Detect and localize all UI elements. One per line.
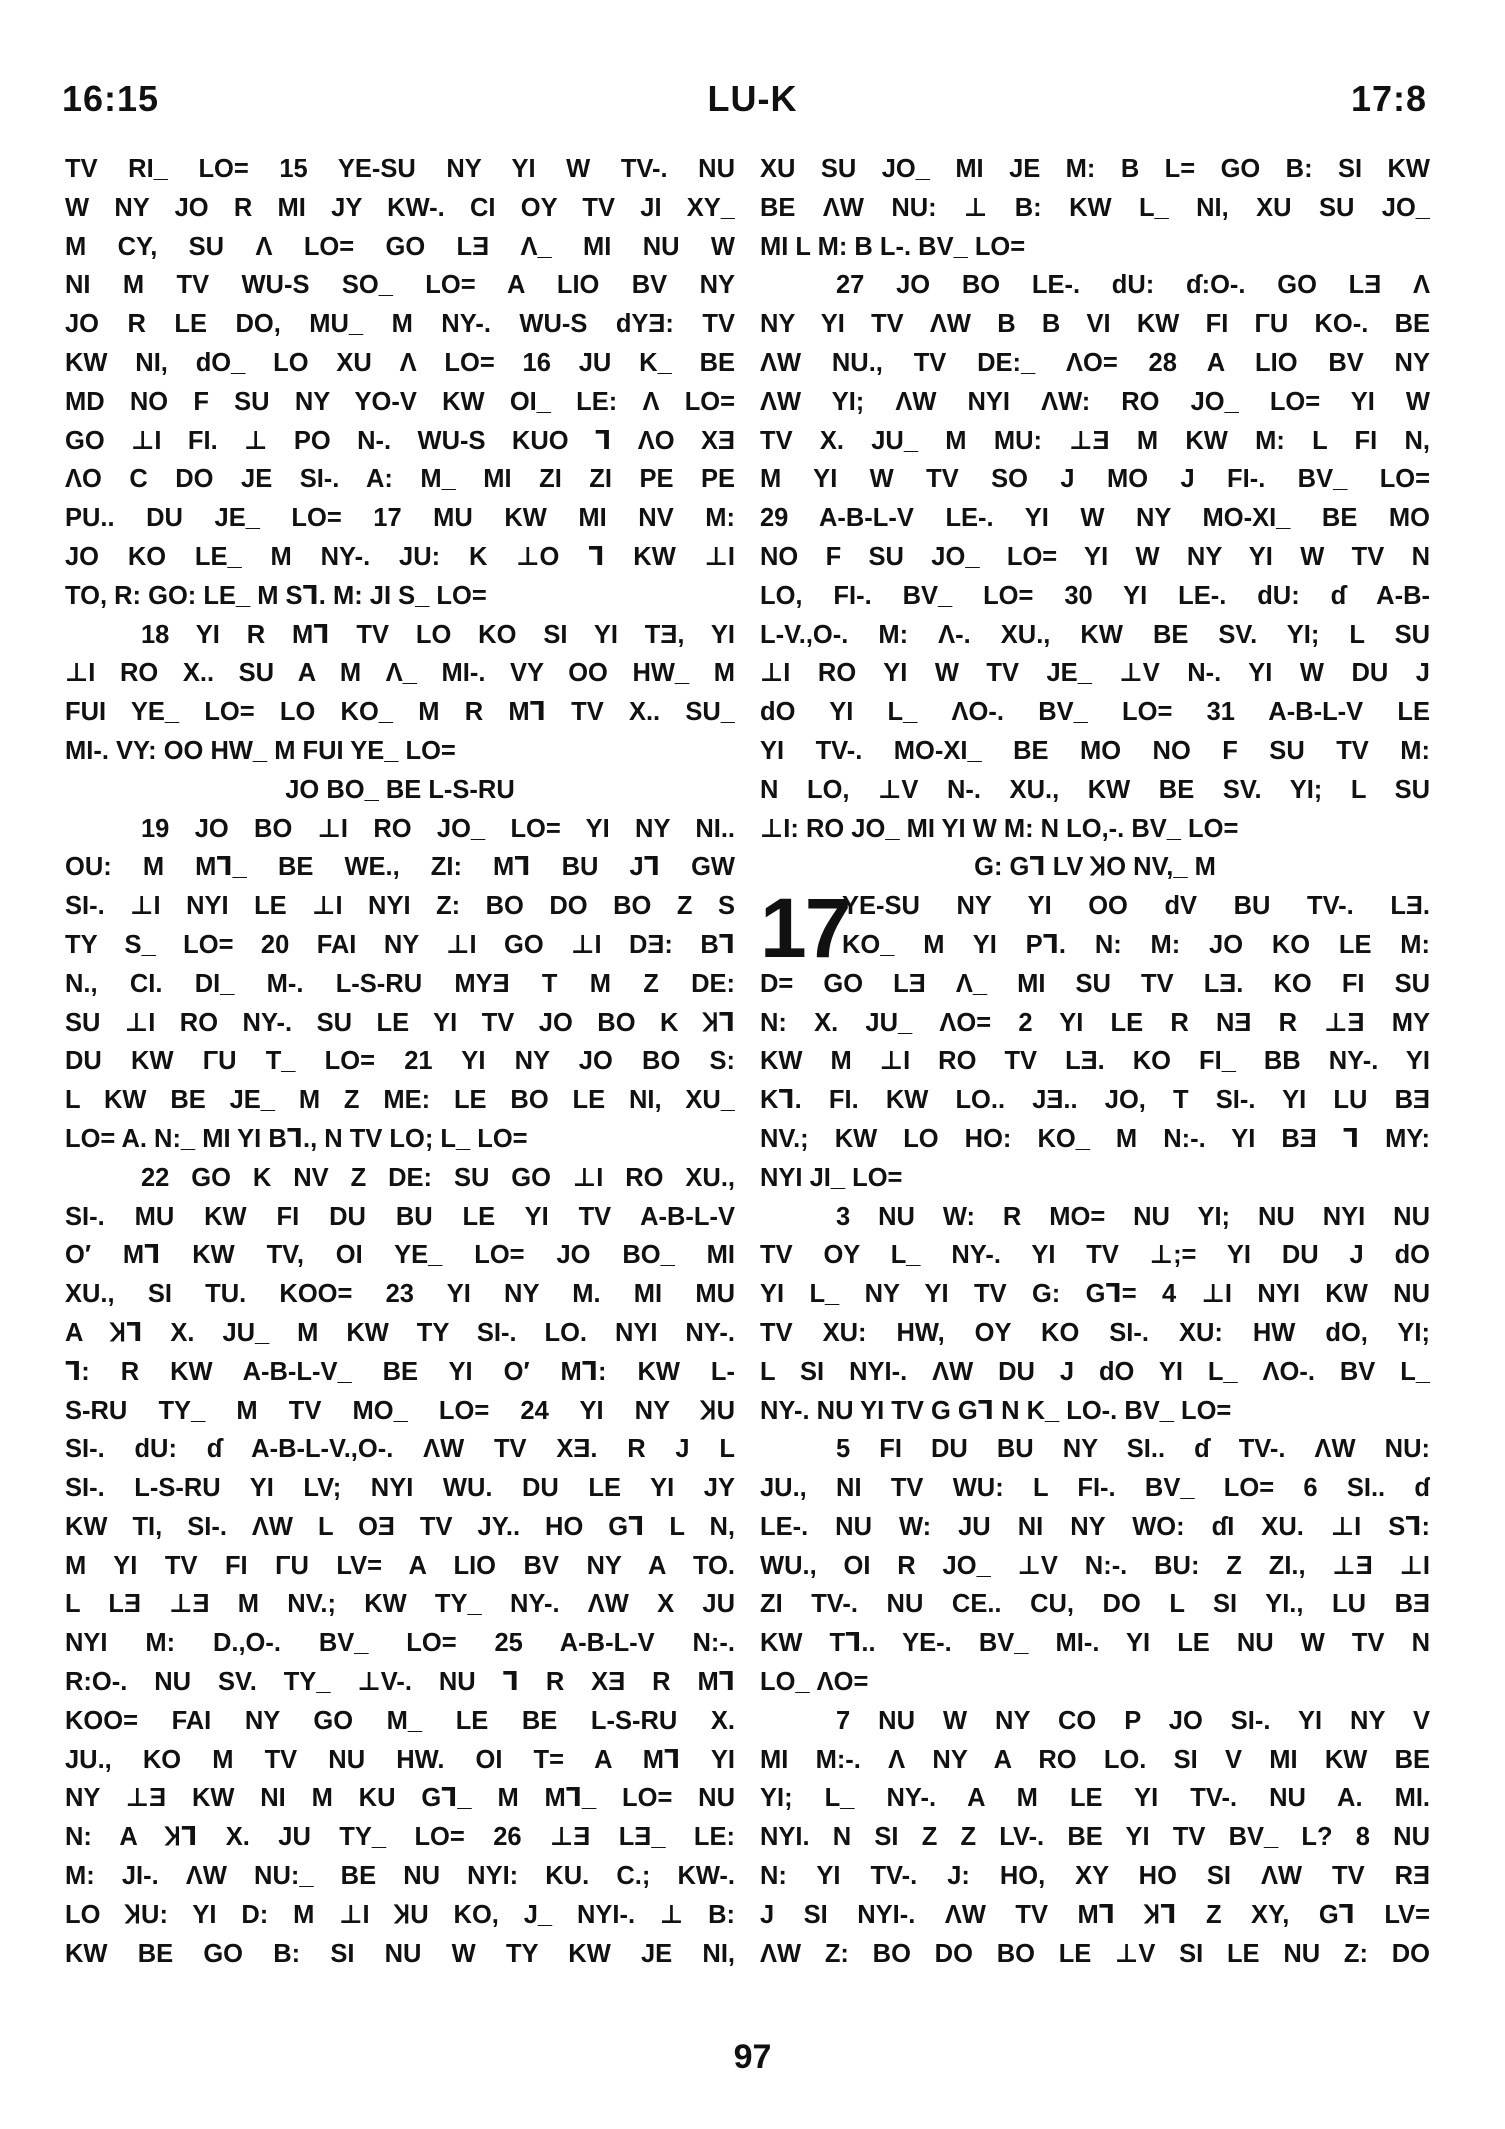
text-line: KW TI, SI-. ΛW L OƎ TV JY.. HO GꞀ L N,	[65, 1512, 735, 1541]
text-line: DU KW ΓU T_ LO= 21 YI NY JO BO S:	[65, 1047, 735, 1076]
running-head-title: LU-K	[707, 78, 798, 119]
text-line: SU ⊥I RO NY-. SU LE YI TV JO BO K ꞰꞀ	[65, 1008, 735, 1037]
text-line: ZI TV-. NU CE.. CU, DO L SI YI., LU BƎ	[760, 1590, 1430, 1619]
text-line: KW TꞀ.. YE-. BV_ MI-. YI LE NU W TV N	[760, 1629, 1430, 1658]
text-column-left	[65, 150, 735, 1973]
section-heading: G: GꞀ LV ꞰO NV,_ M	[974, 853, 1216, 882]
text-line: L KW BE JE_ M Z ME: LE BO LE NI, XU_	[65, 1086, 735, 1115]
text-line: N: X. JU_ ΛO= 2 YI LE R NƎ R ⊥Ǝ MY	[760, 1008, 1430, 1037]
text-line: ΛW Z: BO DO BO LE ⊥V SI LE NU Z: DO	[760, 1939, 1430, 1968]
text-line: OU: M MꞀ_ BE WE., ZI: MꞀ BU JꞀ GW	[65, 853, 735, 882]
text-column-right	[760, 150, 1430, 1973]
text-line: 7 NU W NY CO P JO SI-. YI NY V	[836, 1706, 1430, 1735]
text-line: NY YI TV ΛW B B VI KW FI ΓU KO-. BE	[760, 310, 1430, 339]
text-line: M YI W TV SO J MO J FI-. BV_ LO=	[760, 465, 1430, 494]
text-line: WU., OI R JO_ ⊥V N:-. BU: Z ZI., ⊥Ǝ ⊥I	[760, 1551, 1430, 1580]
text-line: O′ MꞀ KW TV, OI YE_ LO= JO BO_ MI	[65, 1241, 735, 1270]
text-line: KW NI, dO_ LO XU Λ LO= 16 JU K_ BE	[65, 348, 735, 377]
text-line: ⊥I: RO JO_ MI YI W M: N LO,-. BV_ LO=	[760, 814, 1239, 843]
text-line: SI-. MU KW FI DU BU LE YI TV A-B-L-V	[65, 1202, 735, 1231]
text-line: JO R LE DO, MU_ M NY-. WU-S dYƎ: TV	[65, 310, 735, 339]
text-line: D= GO LƎ Λ_ MI SU TV LƎ. KO FI SU	[760, 969, 1430, 998]
page-number: 97	[733, 2038, 772, 2076]
text-line: KꞀ. FI. KW LO.. JƎ.. JO, T SI-. YI LU BƎ	[760, 1086, 1430, 1115]
text-line: KO_ M YI PꞀ. N: M: JO KO LE M:	[842, 930, 1430, 959]
text-line: M YI TV FI ΓU LV= A LIO BV NY A TO.	[65, 1551, 735, 1580]
text-line: NYI. N SI Z Z LV-. BE YI TV BV_ L? 8 NU	[760, 1823, 1430, 1852]
text-line: W NY JO R MI JY KW-. CI OY TV JI XY_	[65, 193, 735, 222]
text-line: MI L M: B L-. BV_ LO=	[760, 232, 1026, 261]
text-line: LO_ ΛO=	[760, 1668, 869, 1697]
text-line: 3 NU W: R MO= NU YI; NU NYI NU	[836, 1202, 1430, 1231]
text-line: R:O-. NU SV. TY_ ⊥V-. NU Ꞁ R XƎ R MꞀ	[65, 1668, 735, 1697]
text-line: N: A ꞰꞀ X. JU TY_ LO= 26 ⊥Ǝ LƎ_ LE:	[65, 1823, 735, 1852]
text-line: LO= A. N:_ MI YI BꞀ., N TV LO; L_ LO=	[65, 1124, 528, 1153]
text-line: LE-. NU W: JU NI NY WO: ɗI XU. ⊥I SꞀ:	[760, 1512, 1430, 1541]
text-line: ⊥I RO X.. SU A M Λ_ MI-. VY OO HW_ M	[65, 659, 735, 688]
text-line: TV X. JU_ M MU: ⊥Ǝ M KW M: L FI N,	[760, 426, 1430, 455]
text-line: ΛW NU., TV DE:_ ΛO= 28 A LIO BV NY	[760, 348, 1430, 377]
text-line: M: JI-. ΛW NU:_ BE NU NYI: KU. C.; KW-.	[65, 1862, 735, 1891]
text-line: TV RI_ LO= 15 YE-SU NY YI W TV-. NU	[65, 155, 735, 183]
text-line: 18 YI R MꞀ TV LO KO SI YI TƎ, YI	[141, 620, 735, 649]
text-line: S-RU TY_ M TV MO_ LO= 24 YI NY ꞰU	[65, 1396, 735, 1425]
text-line: N: YI TV-. J: HO, XY HO SI ΛW TV RƎ	[760, 1862, 1430, 1891]
text-line: ΛW YI; ΛW NYI ΛW: RO JO_ LO= YI W	[760, 387, 1430, 416]
text-line: N., CI. DI_ M-. L-S-RU MYƎ T M Z DE:	[65, 969, 735, 998]
text-line: LO ꞰU: YI D: M ⊥I ꞰU KO, J_ NYI-. ⊥ B:	[65, 1900, 735, 1929]
text-line: YI; L_ NY-. A M LE YI TV-. NU A. MI.	[760, 1784, 1430, 1813]
text-line: NY-. NU YI TV G GꞀ N K_ LO-. BV_ LO=	[760, 1396, 1232, 1425]
text-line: MI-. VY: OO HW_ M FUI YE_ LO=	[65, 736, 456, 765]
text-line: SI-. dU: ɗ A-B-L-V.,O-. ΛW TV XƎ. R J L	[65, 1435, 735, 1464]
text-line: YI L_ NY YI TV G: GꞀ= 4 ⊥I NYI KW NU	[760, 1280, 1430, 1309]
text-line: 27 JO BO LE-. dU: ɗ:O-. GO LƎ Λ	[836, 271, 1430, 300]
text-line: JU., NI TV WU: L FI-. BV_ LO= 6 SI.. ɗ	[760, 1474, 1430, 1503]
text-line: SI-. ⊥I NYI LE ⊥I NYI Z: BO DO BO Z S	[65, 892, 735, 921]
text-line: NYI JI_ LO=	[760, 1163, 903, 1192]
text-line: L LƎ ⊥Ǝ M NV.; KW TY_ NY-. ΛW X JU	[65, 1590, 735, 1619]
text-line: TV OY L_ NY-. YI TV ⊥;= YI DU J dO	[760, 1241, 1430, 1270]
text-line: KW BE GO B: SI NU W TY KW JE NI,	[65, 1939, 735, 1968]
text-line: XU., SI TU. KOO= 23 YI NY M. MI MU	[65, 1280, 735, 1309]
text-line: M CY, SU Λ LO= GO LƎ Λ_ MI NU W	[65, 232, 735, 261]
text-line: L SI NYI-. ΛW DU J dO YI L_ ΛO-. BV L_	[760, 1357, 1430, 1386]
text-line: YI TV-. MO-XI_ BE MO NO F SU TV M:	[760, 736, 1430, 765]
text-line: MD NO F SU NY YO-V KW OI_ LE: Λ LO=	[65, 387, 735, 416]
text-line: J SI NYI-. ΛW TV MꞀ ꞰꞀ Z XY, GꞀ LV=	[760, 1900, 1430, 1929]
text-line: PU.. DU JE_ LO= 17 MU KW MI NV M:	[65, 504, 735, 533]
text-line: SI-. L-S-RU YI LV; NYI WU. DU LE YI JY	[65, 1474, 735, 1503]
text-line: NY ⊥Ǝ KW NI M KU GꞀ_ M MꞀ_ LO= NU	[65, 1784, 735, 1813]
text-line: TY S_ LO= 20 FAI NY ⊥I GO ⊥I DƎ: BꞀ	[65, 930, 735, 959]
text-line: L-V.,O-. M: Λ-. XU., KW BE SV. YI; L SU	[760, 620, 1430, 649]
text-line: XU SU JO_ MI JE M: B L= GO B: SI KW	[760, 155, 1430, 183]
text-line: 29 A-B-L-V LE-. YI W NY MO-XI_ BE MO	[760, 504, 1430, 533]
text-line: MI M:-. Λ NY A RO LO. SI V MI KW BE	[760, 1745, 1430, 1774]
text-line: 22 GO K NV Z DE: SU GO ⊥I RO XU.,	[141, 1163, 735, 1192]
running-head-left: 16:15	[62, 78, 160, 119]
chapter-number: 17	[760, 881, 850, 976]
text-line: NV.; KW LO HO: KO_ M N:-. YI BƎ Ꞁ MY:	[760, 1124, 1430, 1153]
running-head-right: 17:8	[1350, 78, 1427, 119]
text-line: JO KO LE_ M NY-. JU: K ⊥O Ꞁ KW ⊥I	[65, 542, 735, 571]
text-line: TO, R: GO: LE_ M SꞀ. M: JI S_ LO=	[65, 581, 487, 610]
text-line: ⊥I RO YI W TV JE_ ⊥V N-. YI W DU J	[760, 659, 1430, 688]
text-line: TV XU: HW, OY KO SI-. XU: HW dO, YI;	[760, 1318, 1430, 1347]
text-line: KOO= FAI NY GO M_ LE BE L-S-RU X.	[65, 1706, 735, 1735]
text-line: dO YI L_ ΛO-. BV_ LO= 31 A-B-L-V LE	[760, 698, 1430, 727]
text-line: A ꞰꞀ X. JU_ M KW TY SI-. LO. NYI NY-.	[65, 1318, 735, 1347]
text-line: ΛO C DO JE SI-. A: M_ MI ZI ZI PE PE	[65, 465, 735, 494]
text-line: YE-SU NY YI OO dV BU TV-. LƎ.	[842, 892, 1430, 921]
text-line: JU., KO M TV NU HW. OI T= A MꞀ YI	[65, 1745, 735, 1774]
text-line: Ꞁ: R KW A-B-L-V_ BE YI O′ MꞀ: KW L-	[65, 1357, 735, 1386]
text-line: LO, FI-. BV_ LO= 30 YI LE-. dU: ɗ A-B-	[760, 581, 1430, 610]
text-line: 5 FI DU BU NY SI.. ɗ TV-. ΛW NU:	[836, 1435, 1430, 1464]
text-line: NO F SU JO_ LO= YI W NY YI W TV N	[760, 542, 1430, 571]
text-line: FUI YE_ LO= LO KO_ M R MꞀ TV X.. SU_	[65, 698, 735, 727]
text-line: BE ΛW NU: ⊥ B: KW L_ NI, XU SU JO_	[760, 193, 1430, 222]
text-line: N LO, ⊥V N-. XU., KW BE SV. YI; L SU	[760, 775, 1430, 804]
text-line: NYI M: D.,O-. BV_ LO= 25 A-B-L-V N:-.	[65, 1629, 735, 1658]
section-heading: JO BO_ BE L-S-RU	[285, 775, 515, 804]
text-line: 19 JO BO ⊥I RO JO_ LO= YI NY NI..	[141, 814, 735, 843]
text-line: NI M TV WU-S SO_ LO= A LIO BV NY	[65, 271, 735, 300]
text-line: KW M ⊥I RO TV LƎ. KO FI_ BB NY-. YI	[760, 1047, 1430, 1076]
text-line: GO ⊥I FI. ⊥ PO N-. WU-S KUO Ꞁ ΛO XƎ	[65, 426, 735, 455]
